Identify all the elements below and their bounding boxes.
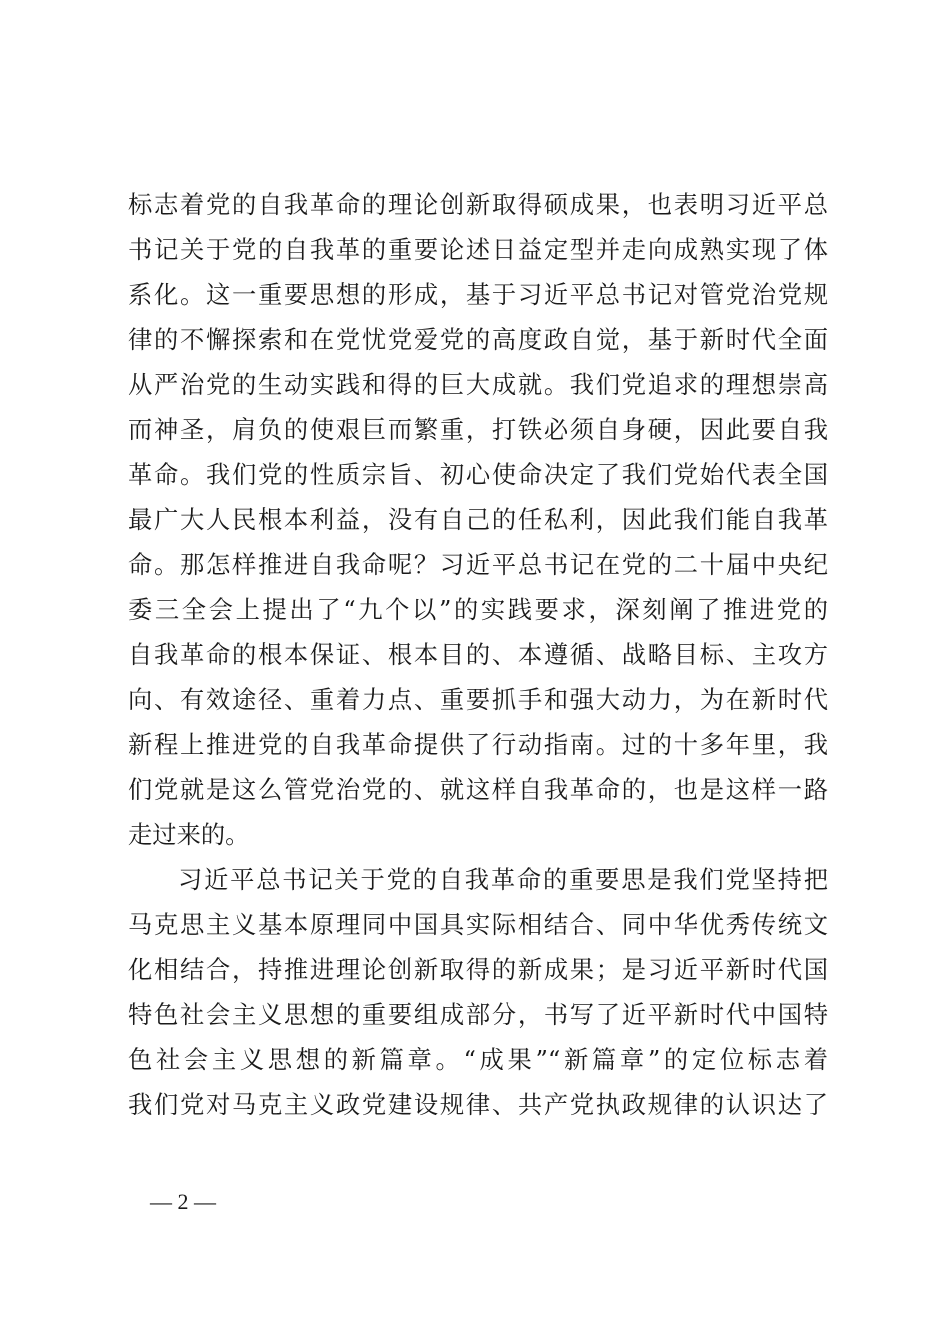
text-line: 向、有效途径、重着力点、重要抓手和强大动力，为在新时代 (128, 685, 828, 714)
text-line: 书记关于党的自我革的重要论述日益定型并走向成熟实现了体 (128, 235, 828, 264)
text-line: 特色社会主义思想的重要组成部分，书写了近平新时代中国特 (128, 1000, 828, 1029)
text-line: 标志着党的自我革命的理论创新取得硕成果，也表明习近平总 (128, 190, 828, 219)
text-line: 命。那怎样推进自我命呢？习近平总书记在党的二十届中央纪 (128, 550, 828, 579)
text-line: 律的不懈探索和在党忧党爱党的高度政自觉，基于新时代全面 (128, 325, 828, 354)
text-line: 走过来的。 (128, 820, 250, 849)
page-number: — 2 — (150, 1189, 216, 1214)
text-line: 们党就是这么管党治党的、就这样自我革命的，也是这样一路 (128, 775, 828, 804)
text-line: 革命。我们党的性质宗旨、初心使命决定了我们党始代表全国 (128, 460, 828, 489)
text-line: 系化。这一重要思想的形成，基于习近平总书记对管党治党规 (128, 280, 828, 309)
text-line: 色社会主义思想的新篇章。“成果”“新篇章”的定位标志着 (128, 1045, 828, 1074)
text-line: 从严治党的生动实践和得的巨大成就。我们党追求的理想崇高 (128, 370, 828, 399)
text-line: 马克思主义基本原理同中国具实际相结合、同中华优秀传统文 (128, 910, 828, 939)
text-line: 化相结合，持推进理论创新取得的新成果；是习近平新时代国 (128, 955, 828, 984)
text-line: 最广大人民根本利益，没有自己的任私利，因此我们能自我革 (128, 505, 828, 534)
text-line: 新程上推进党的自我革命提供了行动指南。过的十多年里，我 (128, 730, 828, 759)
text-line: 而神圣，肩负的使艰巨而繁重，打铁必须自身硬，因此要自我 (128, 415, 828, 444)
text-line: 委三全会上提出了“九个以”的实践要求，深刻阐了推进党的 (128, 595, 828, 624)
text-line: 自我革命的根本保证、根本目的、本遵循、战略目标、主攻方 (128, 640, 828, 669)
text-line: 我们党对马克主义政党建设规律、共产党执政规律的认识达了 (128, 1090, 828, 1119)
text-line: 习近平总书记关于党的自我革命的重要思是我们党坚持把 (178, 865, 828, 894)
